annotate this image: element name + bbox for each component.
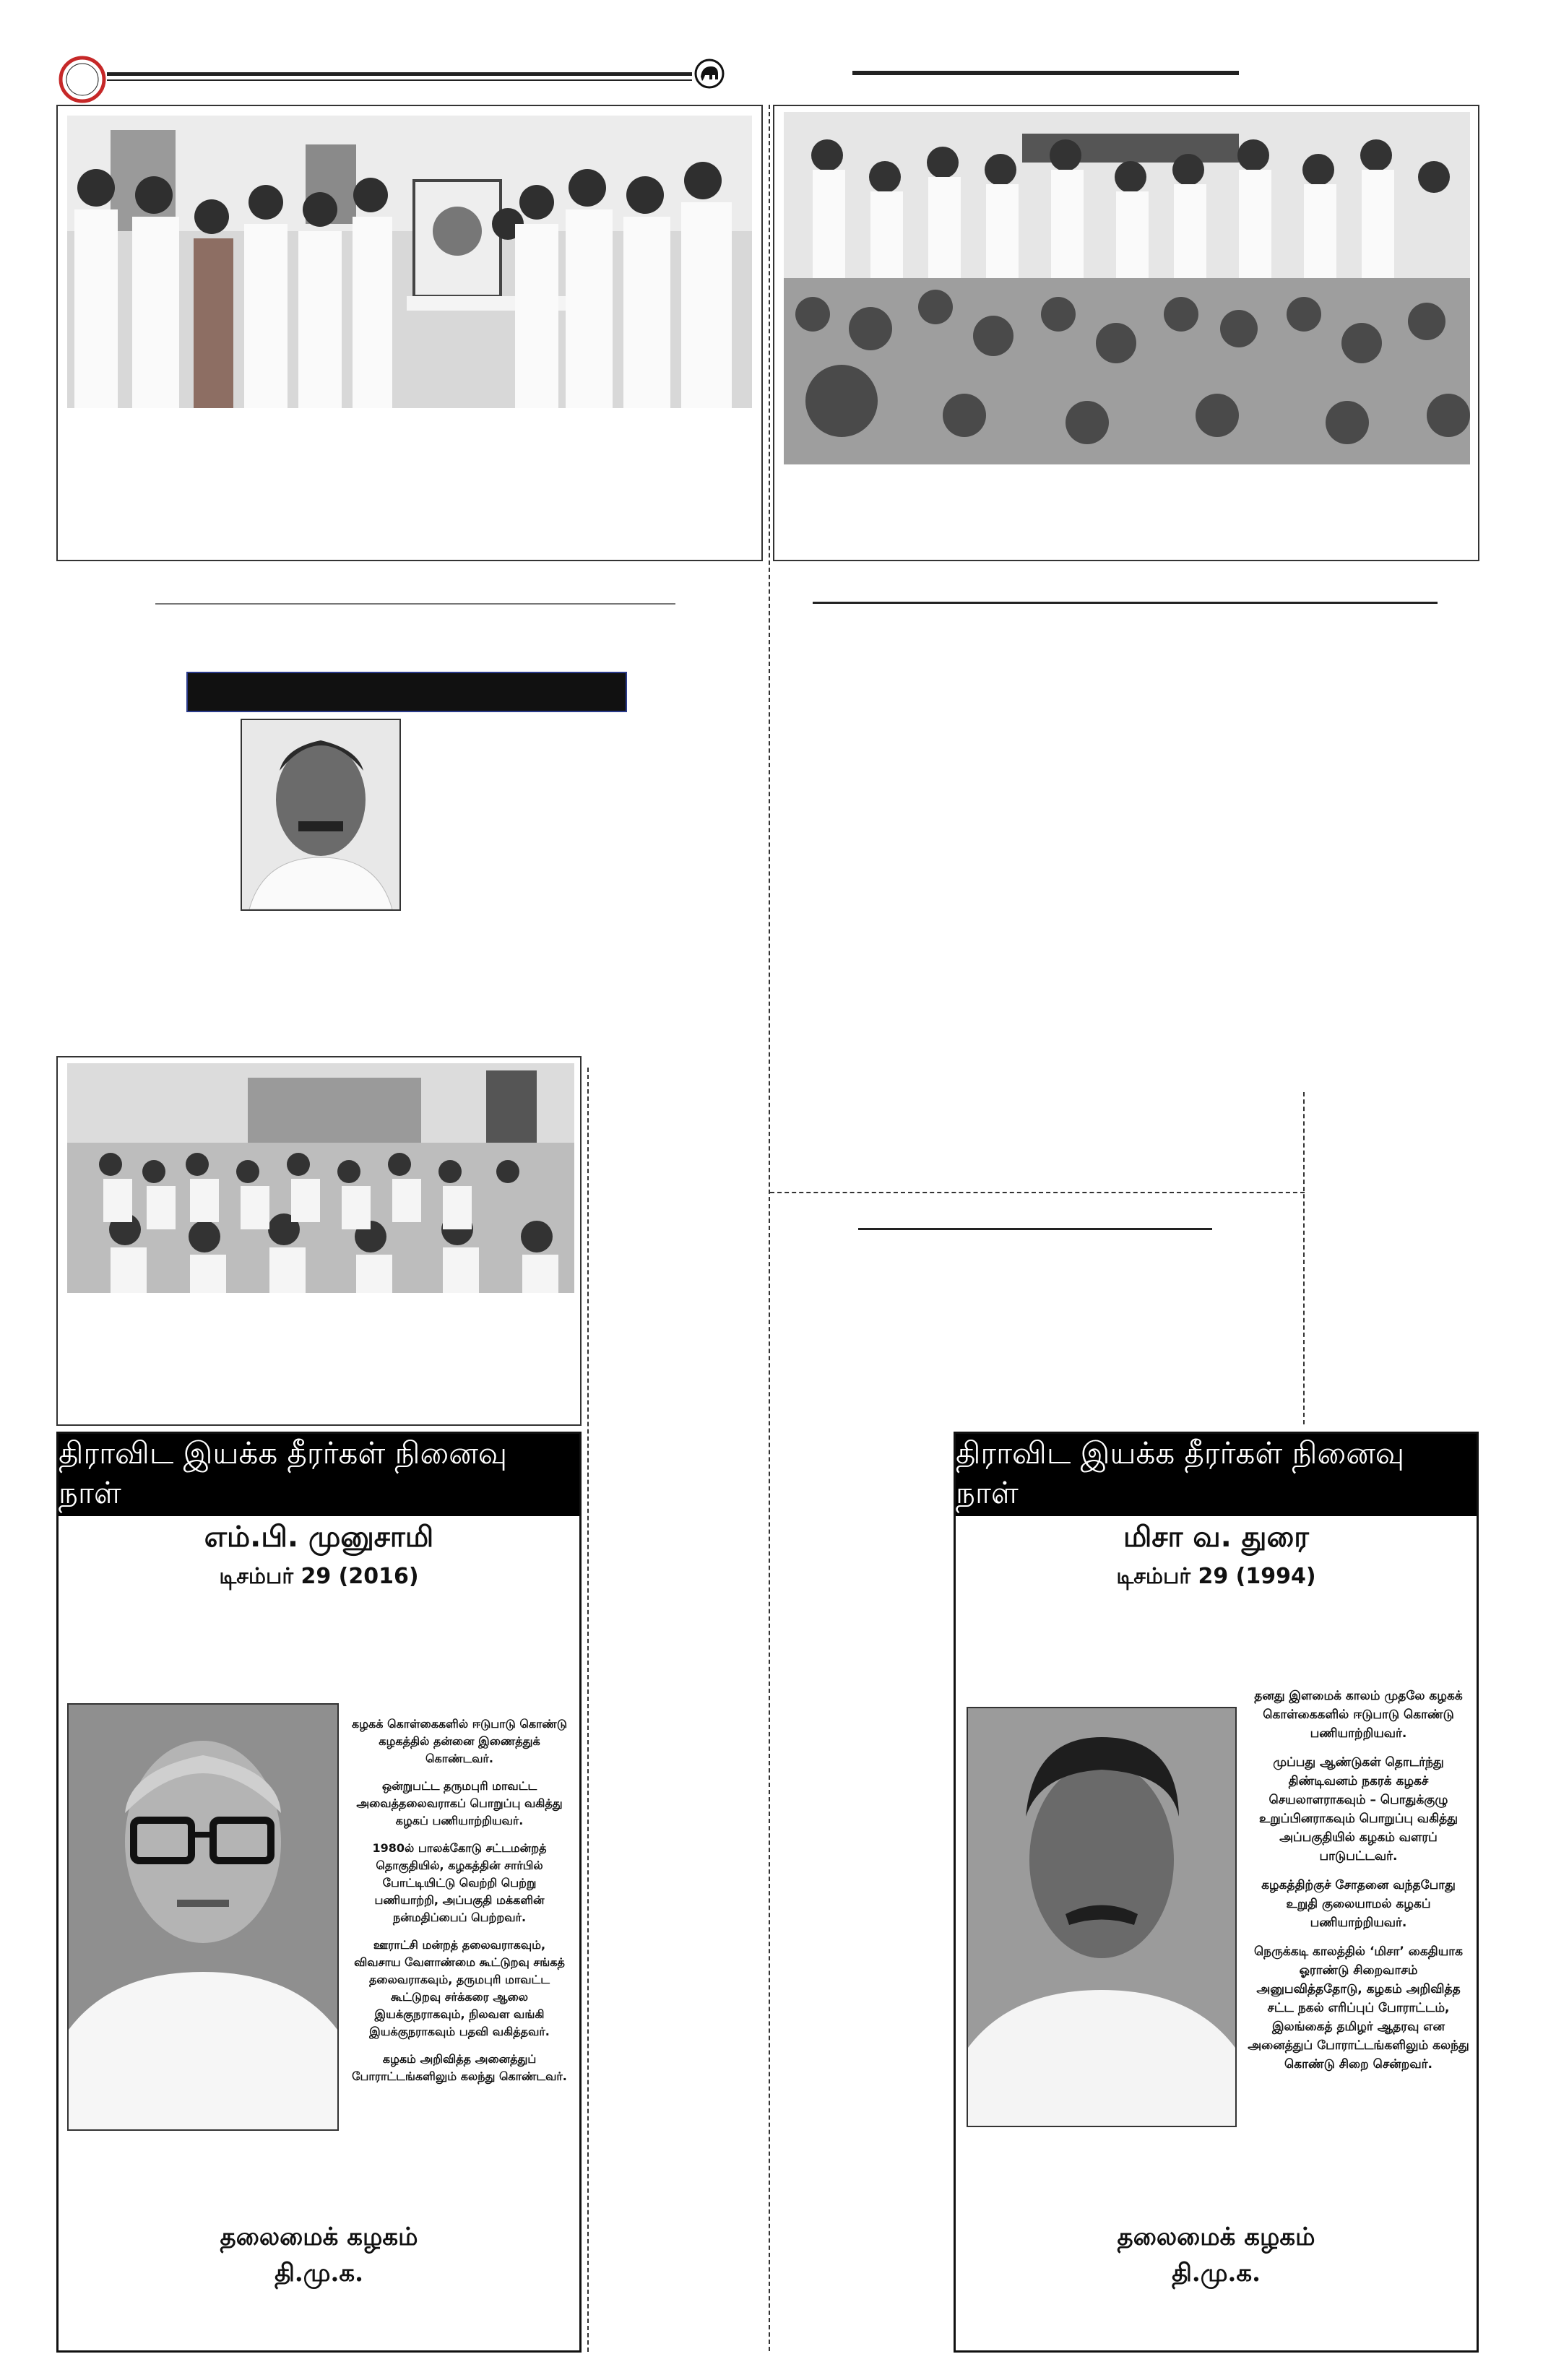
section-heading-bar: [186, 672, 627, 712]
notice-bio: [1245, 1687, 1472, 2084]
tribute-group-photo: [67, 116, 752, 408]
notice-name: மிசா வ. துரை: [1123, 1520, 1309, 1554]
leader-portrait: [241, 719, 401, 911]
bio-paragraph: கழகத்திற்குச் சோதனை வந்தபோது உறுதி குலையாமல் கழகப் பணியாற்றியவர்.: [1261, 1878, 1456, 1930]
right-inner-divider: [1303, 1092, 1305, 1424]
bio-paragraph: ஊராட்சி மன்றத் தலைவராகவும், விவசாய வேளாண்மை கூட்டுறவு சங்கத் தலைவராகவும், தருமபுரி மாவட்ட கூட்டுறவு சர்க்கரை ஆலை இயக்குநராகவும், நிலவள வங்கி இயக்குநராகவும் பதவி வகித்தவர்.: [354, 1938, 565, 2038]
meeting-divider: [587, 1068, 589, 2352]
bio-paragraph: முப்பது ஆண்டுகள் தொடர்ந்து திண்டிவனம் நகரக் கழகச் செயலாளராகவும் – பொதுக்குழு உறுப்பினராகவும் பொறுப்பு வகித்து அப்பகுதியில் கழகம் வளரப் பாடுபட்டவர்.: [1259, 1755, 1458, 1864]
column-divider: [769, 105, 770, 2351]
header-rule-left: [107, 72, 692, 76]
header-rule-right: [852, 71, 1239, 75]
signature-line-2: தி.மு.க.: [275, 2259, 363, 2288]
party-meeting-photo: [67, 1063, 574, 1293]
memorial-notice-munusamy: [56, 1432, 582, 2353]
right-section-rule: [813, 602, 1438, 604]
header-emblem: [693, 58, 725, 90]
protest-rally-photo: [784, 112, 1470, 464]
right-lower-rule: [858, 1228, 1212, 1230]
notice-signature: [956, 2219, 1477, 2291]
bio-paragraph: கழகக் கொள்கைகளில் ஈடுபாடு கொண்டு கழகத்தில் தன்னை இணைத்துக் கொண்டவர்.: [351, 1717, 568, 1765]
bio-paragraph: நெருக்கடி காலத்தில் ‘மிசா’ கைதியாக ஓராண்டு சிறைவாசம் அனுபவித்ததோடு, கழகம் அறிவித்த சட்ட நகல் எரிப்புப் போராட்டம், இலங்கைத் தமிழர் ஆதரவு என அனைத்துப் போராட்டங்களிலும் கலந்து கொண்டு சிறை சென்றவர்.: [1248, 1944, 1469, 2072]
signature-line-1: தலைமைக் கழகம்: [1117, 2223, 1315, 2251]
left-section-rule: [155, 603, 675, 605]
notice-bio: [351, 1715, 568, 2095]
notice-heading: திராவிட இயக்க தீரர்கள் நினைவு நாள்: [956, 1434, 1477, 1516]
header-rule-left-thin: [107, 79, 692, 81]
notice-name: எம்.பி. முனுசாமி: [204, 1520, 434, 1554]
header-logo: [58, 55, 107, 104]
notice-signature: [59, 2219, 579, 2291]
memorial-notice-durai: [954, 1432, 1479, 2353]
signature-line-1: தலைமைக் கழகம்: [220, 2223, 418, 2251]
notice-heading: திராவிட இயக்க தீரர்கள் நினைவு நாள்: [59, 1434, 579, 1516]
bio-paragraph: கழகம் அறிவித்த அனைத்துப் போராட்டங்களிலும் கலந்து கொண்டவர்.: [352, 2052, 567, 2083]
bio-paragraph: 1980ல் பாலக்கோடு சட்டமன்றத் தொகுதியில், கழகத்தின் சார்பில் போட்டியிட்டு வெற்றி பெற்று பணியாற்றி, அப்பகுதி மக்களின் நன்மதிப்பைப் பெற்றவர்.: [372, 1841, 547, 1924]
signature-line-2: தி.மு.க.: [1172, 2259, 1261, 2288]
rising-sun-icon: [58, 55, 107, 104]
elephant-icon: [693, 58, 725, 90]
notice-date: டிசம்பர் 29 (1994): [1116, 1564, 1316, 1589]
munusamy-portrait: [67, 1703, 339, 2131]
durai-portrait: [967, 1707, 1237, 2127]
bio-paragraph: தனது இளமைக் காலம் முதலே கழகக் கொள்கைகளில் ஈடுபாடு கொண்டு பணியாற்றியவர்.: [1254, 1689, 1463, 1741]
notice-date: டிசம்பர் 29 (2016): [219, 1564, 419, 1589]
right-inner-rule: [770, 1192, 1305, 1193]
bio-paragraph: ஒன்றுபட்ட தருமபுரி மாவட்ட அவைத்தலைவராகப் பொறுப்பு வகித்து கழகப் பணியாற்றியவர்.: [356, 1779, 563, 1827]
